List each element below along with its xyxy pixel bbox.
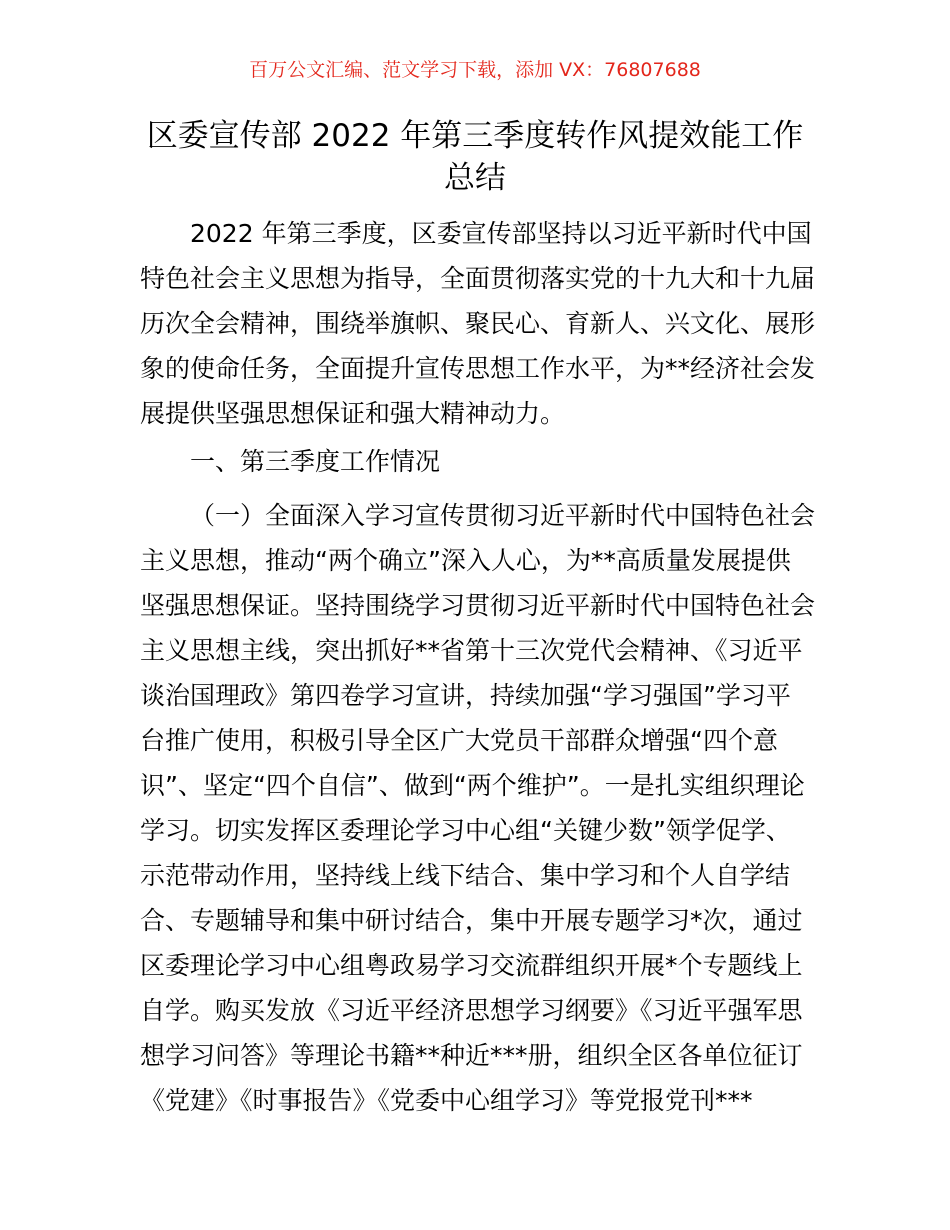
paragraph-line: （一）全面深入学习宣传贯彻习近平新时代中国特色社会 <box>190 501 816 530</box>
paragraph-line: 识”、坚定“四个自信”、做到“两个维护”。一是扎实组织理论 <box>140 771 805 800</box>
watermark-text: 百万公文汇编、范文学习下载，添加 VX：76807688 <box>249 59 701 81</box>
paragraph-line: 学习。切实发挥区委理论学习中心组“关键少数”领学促学、 <box>140 816 791 845</box>
paragraph-line: 主义思想，推动“两个确立”深入人心，为**高质量发展提供 <box>140 546 791 575</box>
paragraph-line: 特色社会主义思想为指导，全面贯彻落实党的十九大和十九届 <box>140 264 816 293</box>
paragraph-line: 谈治国理政》第四卷学习宣讲，持续加强“学习强国”学习平 <box>140 681 791 710</box>
paragraph-line: 合、专题辅导和集中研讨结合，集中开展专题学习*次，通过 <box>140 906 803 935</box>
paragraph-line: 示范带动作用，坚持线上线下结合、集中学习和个人自学结 <box>140 861 791 890</box>
paragraph-line: 自学。购买发放《习近平经济思想学习纲要》《习近平强军思 <box>140 996 803 1025</box>
section-heading: 一、第三季度工作情况 <box>190 447 441 476</box>
paragraph-line: 2022 年第三季度，区委宣传部坚持以习近平新时代中国 <box>190 219 812 248</box>
document-title-line-2: 总结 <box>444 160 506 196</box>
document-title-line-1: 区委宣传部 2022 年第三季度转作风提效能工作 <box>146 118 804 154</box>
paragraph-line: 想学习问答》等理论书籍**种近***册，组织全区各单位征订 <box>140 1041 803 1070</box>
paragraph-line: 历次全会精神，围绕举旗帜、聚民心、育新人、兴文化、展形 <box>140 309 816 338</box>
paragraph-line: 展提供坚强思想保证和强大精神动力。 <box>140 399 566 428</box>
paragraph-line: 台推广使用，积极引导全区广大党员干部群众增强“四个意 <box>140 726 778 755</box>
paragraph-line: 主义思想主线，突出抓好**省第十三次党代会精神、《习近平 <box>140 636 803 665</box>
paragraph-line: 象的使命任务，全面提升宣传思想工作水平，为**经济社会发 <box>140 354 816 383</box>
paragraph-line: 《党建》《时事报告》《党委中心组学习》等党报党刊*** <box>140 1086 753 1115</box>
paragraph-line: 区委理论学习中心组粤政易学习交流群组织开展*个专题线上 <box>140 951 803 980</box>
paragraph-line: 坚强思想保证。坚持围绕学习贯彻习近平新时代中国特色社会 <box>140 591 816 620</box>
